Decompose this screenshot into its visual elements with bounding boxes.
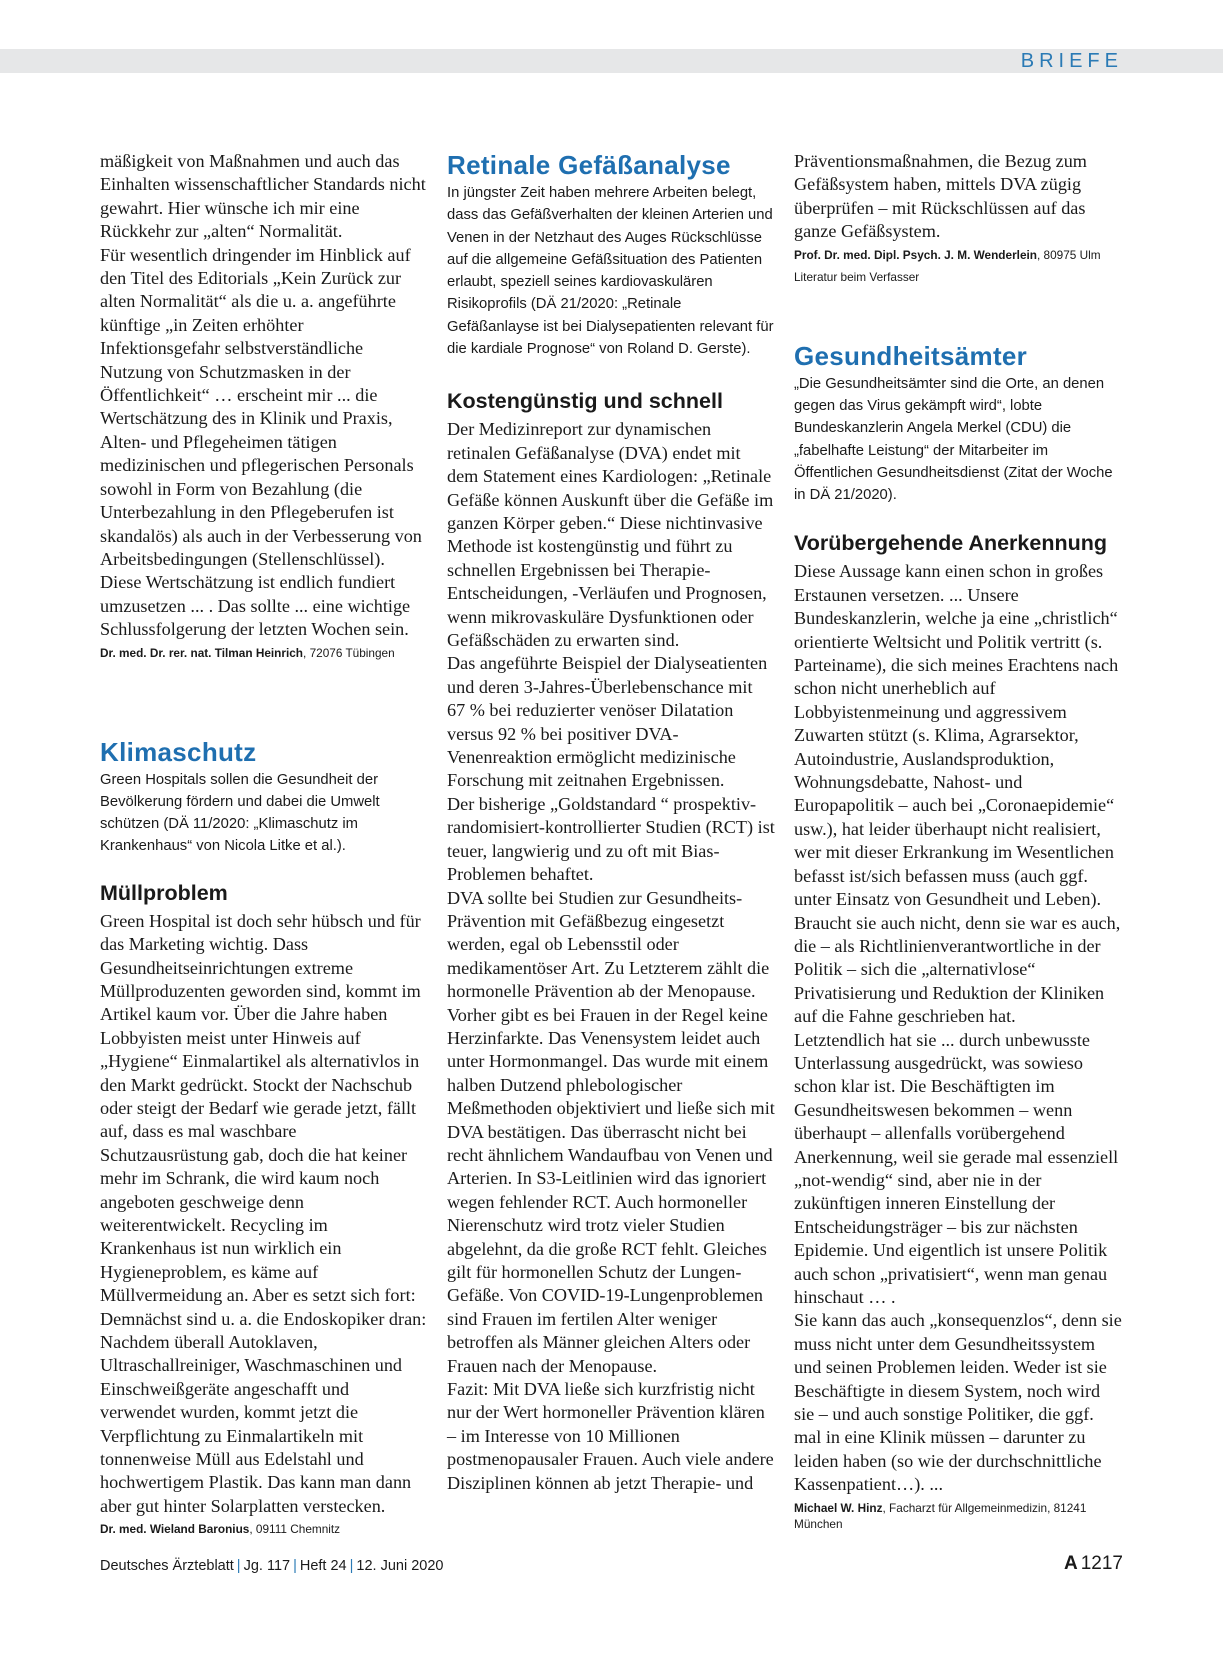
article-title-retinale-gefaessanalyse: Retinale Gefäßanalyse (447, 150, 731, 180)
letter-continuation-text: Präventionsmaßnahmen, die Bezug zum Gefäßsystem haben, mittels DVA zügig überprüfen – mit Rückschlüssen auf das ganze Gefäßsystem. (794, 151, 1087, 242)
signature-hinz (794, 1500, 1124, 1532)
letter-heading-muellproblem: Müllproblem (100, 880, 228, 905)
footer-journal: Deutsches Ärzteblatt (100, 1558, 234, 1574)
letter-heading-kostenguenstig: Kostengünstig und schnell (447, 389, 723, 414)
letter-continuation-text: mäßigkeit von Maßnahmen und auch das Einhalten wissenschaftlicher Standards nicht gewahrt. Hier wünsche ich mir eine Rückkehr zur „alten“ Normalität. Für wesentlich dringender im Hinblick auf den Titel des Editorials „Kein Zurück zur alten Normalität“ als die u. a. angeführte künftige „in Zeiten erhöhter Infektionsgefahr selbstverständliche Nutzung von Schutzmasken in der Öffentlichkeit“ … erscheint mir ... die Wertschätzung des in Klinik und Praxis, Alten- und Pflegeheimen tätigen medizinischen und pflegerischen Personals sowohl in Form von Bezahlung (die Unterbezahlung in den Pflegeberufen ist skandalös) als auch in der Verbesserung von Arbeitsbedingungen (Stellenschlüssel). Diese Wertschätzung ist endlich fundiert umzusetzen ... . Das sollte ... eine wichtige Schlussfolgerung der letzten Wochen sein. (100, 151, 426, 640)
footer-separator: | (293, 1558, 297, 1574)
article-intro-retinale-gefaessanalyse: In jüngster Zeit haben mehrere Arbeiten belegt, dass das Gefäßverhalten der kleinen Arterien und Venen in der Netzhaut des Auges Rückschlüsse auf die allgemeine Gefäßsituation des Patienten erlaubt, speziell seines kardiovaskulären Risikoprofils (DÄ 21/2020: „Retinale Gefäßanlayse ist bei Dialysepatienten relevant für die kardiale Prognose“ von Roland D. Gerste). (447, 185, 774, 358)
footer-issue: Heft 24 (299, 1558, 347, 1574)
page-number (1064, 1553, 1123, 1575)
letter-text-anerkennung: Diese Aussage kann einen schon in großes Erstaunen versetzen. ... Unsere Bundeskanzlerin, welche ja eine „christlich“ orientierte Weltsicht und Politik vertritt (s. Parteiname), die sich meines Erachtens nach schon nicht unerheblich auf Lobbyistenmeinung und aggressivem Zuwarten stützt (s. Klima, Agrarsektor, Autoindustrie, Auslandsproduktion, Wohnungsdebatte, Nahost- und Europapolitik – auch bei „Coronaepidemie“ usw.), hat leider überhaupt nicht realisiert, wer mit dieser Erkrankung im Wesentlichen befasst ist/sich befassen muss (auch ggf. unter Einsatz von Gesundheit und Leben). Braucht sie auch nicht, denn sie war es auch, die – als Richtlinienverantwortliche in der Politik – sich die „alternativlose“ Privatisierung und Reduktion der Kliniken auf die Fahne geschrieben hat. Letztendlich hat sie ... durch unbewusste Unterlassung ausgedrückt, was sowieso schon klar ist. Die Beschäftigten im Gesundheitswesen bekommen – wenn überhaupt – allenfalls vorübergehend Anerkennung, weil sie gerade mal essenziell „not-wendig“ sind, aber nie in der zukünftigen inneren Einstellung der Entscheidungsträger – bis zur nächsten Epidemie. Und eigentlich ist unsere Politik auch schon „privatisiert“, wenn man genau hinschaut … . Sie kann das auch „konsequenzlos“, denn sie muss nicht unter dem Gesundheitssystem und seinen Problemen leiden. Weder ist sie Beschäftigte in diesem System, noch wird sie – und auch sonstige Politiker, die ggf. mal in eine Klinik müssen – darunter zu leiden haben (so wie der durchschnittliche Kassenpatient…). ... (794, 561, 1122, 1495)
signature-heinrich (100, 645, 428, 661)
column-3 (794, 150, 1124, 1532)
article-title-klimaschutz: Klimaschutz (100, 736, 257, 767)
page-number-value: 1217 (1080, 1553, 1123, 1574)
page-prefix: A (1063, 1553, 1078, 1574)
letter-text-muellproblem: Green Hospital ist doch sehr hübsch und für das Marketing wichtig. Dass Gesundheitseinrichtungen extreme Müllproduzenten geworden sind, kommt im Artikel kaum vor. Über die Jahre haben Lobbyisten meist unter Hinweis auf „Hygiene“ Einmalartikel als alternativlos in den Markt gedrückt. Stockt der Nachschub oder steigt der Bedarf wie gerade jetzt, fällt auf, dass es mal waschbare Schutzausrüstung gab, doch die hat keiner mehr im Schrank, die wird kaum noch angeboten geschweige denn weiterentwickelt. Recycling im Krankenhaus ist nun wirklich ein Hygieneproblem, es käme auf Müllvermeidung an. Aber es setzt sich fort: Demnächst sind u. a. die Endoskopiker dran: Nachdem überall Autoklaven, Ultraschallreiniger, Waschmaschinen und Einschweißgeräte angeschafft und verwendet wurden, kommt jetzt die Verpflichtung zu Einmalartikeln mit tonnenweise Müll aus Edelstahl und hochwertigem Plastik. Das kann man dann aber gut hinter Solarplatten verstecken. (100, 910, 427, 1516)
letter-heading-anerkennung: Vorübergehende Anerkennung (794, 531, 1107, 556)
signature-name: Dr. med. Dr. rer. nat. Tilman Heinrich (100, 645, 304, 660)
footer-date: 12. Juni 2020 (356, 1558, 444, 1574)
column-2 (447, 150, 775, 1495)
article-title-gesundheitsaemter: Gesundheitsämter (794, 340, 1028, 371)
literature-note: Literatur beim Verfasser (794, 269, 920, 284)
letter-text-kostenguenstig: Der Medizinreport zur dynamischen retinalen Gefäßanalyse (DVA) endet mit dem Statement eines Kardiologen: „Retinale Gefäße können Auskunft über die Gefäße im ganzen Körper geben.“ Diese nichtinvasive Methode ist kostengünstig und führt zu schnellen Ergebnissen bei Therapie-Entscheidungen, -Verläufen und Prognosen, wenn mikrovaskuläre Dysfunktionen oder Gefäßschäden zu erwarten sind. Das angeführte Beispiel der Dialyseatienten und deren 3-Jahres-Überlebenschance mit 67 % bei reduzierter venöser Dilatation versus 92 % bei positiver DVA-Venenreaktion ermöglicht medizinische Forschung mit zeitnahen Ergebnissen. Der bisherige „Goldstandard “ prospektiv-randomisiert-kontrollierter Studien (RCT) ist teuer, langwierig und zu oft mit Bias-Problemen behaftet. DVA sollte bei Studien zur Gesundheits-Prävention mit Gefäßbezug eingesetzt werden, egal ob Lebensstil oder medikamentöser Art. Zu Letzterem zählt die hormonelle Prävention ab der Menopause. Vorher gibt es bei Frauen in der Regel keine Herzinfarkte. Das Venensystem leidet auch unter Hormonmangel. Das wurde mit einem halben Dutzend phlebologischer Meßmethoden objektiviert und ließe sich mit DVA bestätigen. Das überrascht nicht bei recht ähnlichem Wandaufbau von Venen und Arterien. In S3-Leitlinien wird das ignoriert wegen fehlender RCT. Auch hormoneller Nierenschutz wird trotz vieler Studien abgelehnt, da die große RCT fehlt. Gleiches gilt für hormonellen Schutz der Lungen-Gefäße. Von COVID-19-Lungenproblemen sind Frauen im fertilen Alter weniger betroffen als Männer gleichen Alters oder Frauen nach der Menopause. Fazit: Mit DVA ließe sich kurzfristig nicht nur der Wert hormoneller Prävention klären – im Interesse von 10 Millionen postmenopausaler Frauen. Auch viele andere Disziplinen können ab jetzt Therapie- und (447, 419, 775, 1493)
signature-baronius (100, 1521, 428, 1537)
footer-separator: | (236, 1558, 241, 1574)
article-intro-gesundheitsaemter: „Die Gesundheitsämter sind die Orte, an denen gegen das Virus gekämpft wird“, lobte Bundeskanzlerin Angela Merkel (CDU) die „fabelhafte Leistung“ der Mitarbeiter im Öffentlichen Gesundheitsdienst (Zitat der Woche in DÄ 21/2020). (794, 375, 1113, 504)
signature-place: , 09111 Chemnitz (249, 1522, 341, 1537)
signature-name: Michael W. Hinz (794, 1500, 883, 1515)
signature-place: , 80975 Ulm (1037, 247, 1101, 262)
signature-place: , Facharzt für Allgemeinmedizin, 81241 München (794, 1500, 1087, 1531)
signature-wenderlein (794, 247, 1124, 263)
section-label: BRIEFE (1020, 50, 1123, 72)
signature-name: Prof. Dr. med. Dipl. Psych. J. M. Wenderlein (794, 247, 1037, 262)
footer-citation (100, 1558, 443, 1574)
column-1 (100, 150, 428, 1537)
signature-place: , 72076 Tübingen (303, 645, 395, 660)
footer-separator: | (349, 1558, 354, 1574)
signature-name: Dr. med. Wieland Baronius (100, 1522, 250, 1537)
footer-volume: Jg. 117 (243, 1558, 291, 1574)
article-intro-klimaschutz: Green Hospitals sollen die Gesundheit der Bevölkerung fördern und dabei die Umwelt schützen (DÄ 11/2020: „Klimaschutz im Krankenhaus“ von Nicola Litke et al.). (100, 771, 380, 855)
